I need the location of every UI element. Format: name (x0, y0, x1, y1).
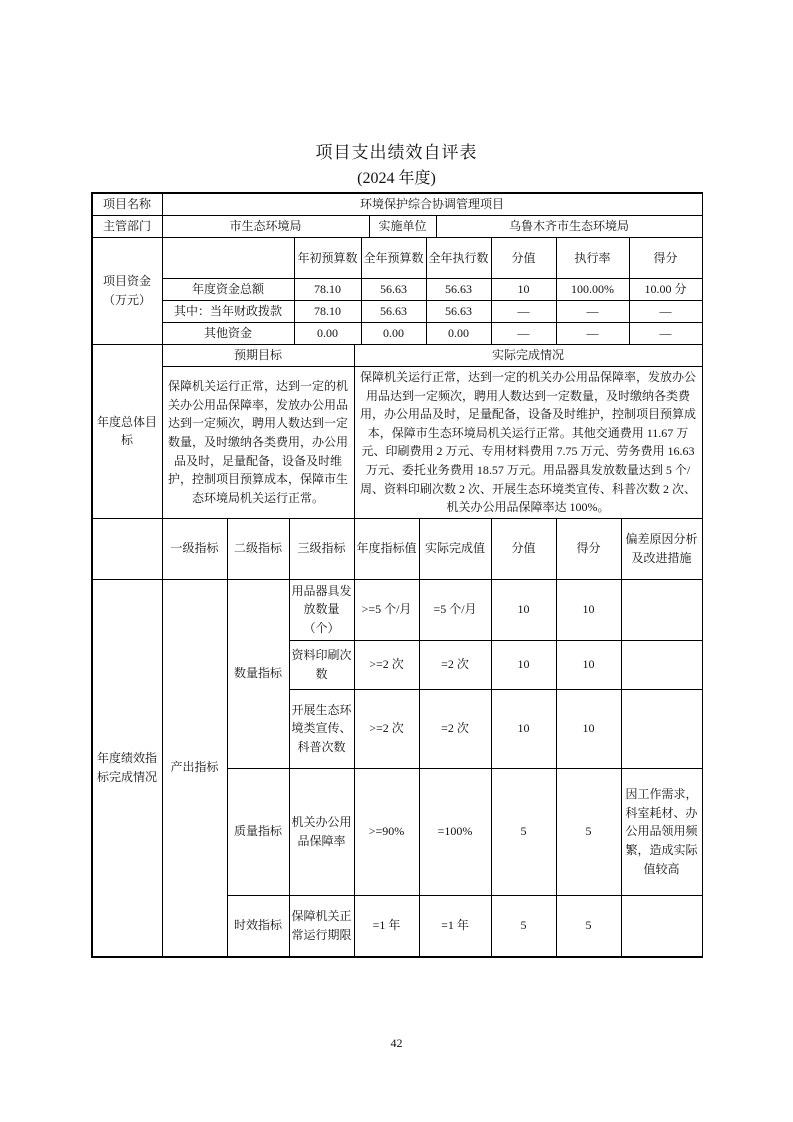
indicator-level3: 机关办公用品保障率 (289, 768, 354, 895)
funds-other-initial: 0.00 (294, 323, 361, 345)
indicator-level1-output: 产出指标 (162, 579, 227, 956)
indicator-actual: =1 年 (419, 895, 491, 956)
project-name-label: 项目名称 (92, 194, 162, 216)
indicator-score: 10 (491, 640, 556, 689)
indicator-deviation (621, 689, 702, 768)
indicator-level3: 用品器具发放数量（个） (289, 579, 354, 640)
indicator-level2-quantity: 数量指标 (227, 579, 289, 768)
indicator-actual: =100% (419, 768, 491, 895)
goals-actual-text: 保障机关运行正常，达到一定的机关办公用品保障率，发放办公用品达到一定频次，聘用人数达到一定数量，及时缴纳各类费用，办公用品及时，足量配备，设备及时维护，控制项目预算成本，保障市生态环境局机关运行正常。其他交通费用 11.67 万元、印刷费用 2 万元、专用材料费用 7.75 万元、劳务费用 16.63 万元、委托业务费用 18.57 万元。用品器具发放数量达到 5 个/周、资料印刷次数 2 次、开展生态环境类宣传、科普次数 2 次、机关办公用品保障率达 100%。 (354, 367, 702, 519)
indicator-target: =1 年 (354, 895, 419, 956)
indicator-score: 10 (491, 579, 556, 640)
indicator-deviation (621, 895, 702, 956)
indicator-got: 10 (556, 689, 621, 768)
funds-col-annual-execution: 全年执行数 (426, 238, 491, 279)
indicators-section-label: 年度绩效指标完成情况 (92, 579, 162, 956)
indicator-target: >=2 次 (354, 689, 419, 768)
funds-other-rate: — (556, 323, 629, 345)
indicator-target: >=2 次 (354, 640, 419, 689)
title-block (0, 0, 793, 188)
funds-col-points: 得分 (629, 238, 702, 279)
funds-total-initial: 78.10 (294, 279, 361, 301)
funds-row-total-label: 年度资金总额 (162, 279, 294, 301)
funds-total-rate: 100.00% (556, 279, 629, 301)
indicator-target: >=90% (354, 768, 419, 895)
funds-section-label (92, 238, 162, 345)
basic-info-table (92, 193, 703, 238)
indicator-level2-quality: 质量指标 (227, 768, 289, 895)
funds-total-execution: 56.63 (426, 279, 491, 301)
indicator-header-actual: 实际完成值 (419, 518, 491, 579)
indicator-got: 10 (556, 579, 621, 640)
funds-col-initial-budget: 年初预算数 (294, 238, 361, 279)
table-row (92, 323, 702, 345)
indicator-score: 5 (491, 768, 556, 895)
indicator-header-got: 得分 (556, 518, 621, 579)
indicators-empty-header-cell (92, 518, 162, 579)
funds-label-line2: （万元） (102, 293, 151, 307)
page-title: 项目支出绩效自评表 (315, 143, 478, 162)
indicator-deviation (621, 640, 702, 689)
table-row (92, 301, 702, 323)
indicator-score: 5 (491, 895, 556, 956)
indicator-header-level2: 二级指标 (227, 518, 289, 579)
funds-row-fiscal-label: 其中：当年财政拨款 (162, 301, 294, 323)
goals-table (92, 344, 703, 519)
indicator-got: 5 (556, 768, 621, 895)
indicator-actual: =5 个/月 (419, 579, 491, 640)
funds-fiscal-rate: — (556, 301, 629, 323)
goals-expected-header: 预期目标 (162, 345, 354, 367)
indicator-header-score: 分值 (491, 518, 556, 579)
funds-fiscal-points: — (629, 301, 702, 323)
indicators-table (92, 518, 703, 957)
funds-fiscal-score: — (491, 301, 556, 323)
funds-other-points: — (629, 323, 702, 345)
funds-label-line1: 项目资金 (102, 274, 151, 289)
indicator-level3: 保障机关正常运行期限 (289, 895, 354, 956)
funds-row-other-label: 其他资金 (162, 323, 294, 345)
goals-actual-header: 实际完成情况 (354, 345, 702, 367)
impl-unit-label: 实施单位 (369, 216, 436, 238)
indicator-target: >=5 个/月 (354, 579, 419, 640)
self-evaluation-table (91, 192, 703, 958)
indicator-header-deviation: 偏差原因分析及改进措施 (621, 518, 702, 579)
funds-other-budget: 0.00 (361, 323, 426, 345)
funds-col-annual-budget: 全年预算数 (361, 238, 426, 279)
page-number: 42 (390, 1036, 403, 1050)
table-row (92, 279, 702, 301)
indicator-actual: =2 次 (419, 689, 491, 768)
funds-empty-header-cell (162, 238, 294, 279)
goals-expected-text: 保障机关运行正常，达到一定的机关办公用品保障率，发放办公用品达到一定频次，聘用人数达到一定数量，及时缴纳各类费用，办公用品及时，足量配备，设备及时维护，控制项目预算成本，保障市生态环境局机关运行正常。 (162, 367, 354, 519)
dept-label: 主管部门 (92, 216, 162, 238)
indicator-got: 10 (556, 640, 621, 689)
indicator-header-level1: 一级指标 (162, 518, 227, 579)
funds-other-execution: 0.00 (426, 323, 491, 345)
indicator-score: 10 (491, 689, 556, 768)
indicator-got: 5 (556, 895, 621, 956)
funds-total-score: 10 (491, 279, 556, 301)
funds-total-budget: 56.63 (361, 279, 426, 301)
indicator-actual: =2 次 (419, 640, 491, 689)
project-name-value: 环境保护综合协调管理项目 (162, 194, 702, 216)
indicator-deviation: 因工作需求，科室耗材、办公用品领用频繁，造成实际值较高 (621, 768, 702, 895)
indicator-level2-timeliness: 时效指标 (227, 895, 289, 956)
funds-fiscal-execution: 56.63 (426, 301, 491, 323)
indicator-header-target: 年度指标值 (354, 518, 419, 579)
funds-fiscal-budget: 56.63 (361, 301, 426, 323)
page-subtitle: (2024 年度) (357, 170, 436, 187)
funds-fiscal-initial: 78.10 (294, 301, 361, 323)
impl-unit-value: 乌鲁木齐市生态环境局 (436, 216, 702, 238)
funds-other-score: — (491, 323, 556, 345)
indicator-header-level3: 三级指标 (289, 518, 354, 579)
funds-col-score: 分值 (491, 238, 556, 279)
funds-total-points: 10.00 分 (629, 279, 702, 301)
dept-value: 市生态环境局 (162, 216, 369, 238)
goals-section-label: 年度总体目标 (92, 345, 162, 519)
funds-table (92, 237, 703, 345)
indicator-level3: 资料印刷次数 (289, 640, 354, 689)
table-row (92, 579, 702, 640)
funds-col-execution-rate: 执行率 (556, 238, 629, 279)
indicator-deviation (621, 579, 702, 640)
indicator-level3: 开展生态环境类宣传、科普次数 (289, 689, 354, 768)
